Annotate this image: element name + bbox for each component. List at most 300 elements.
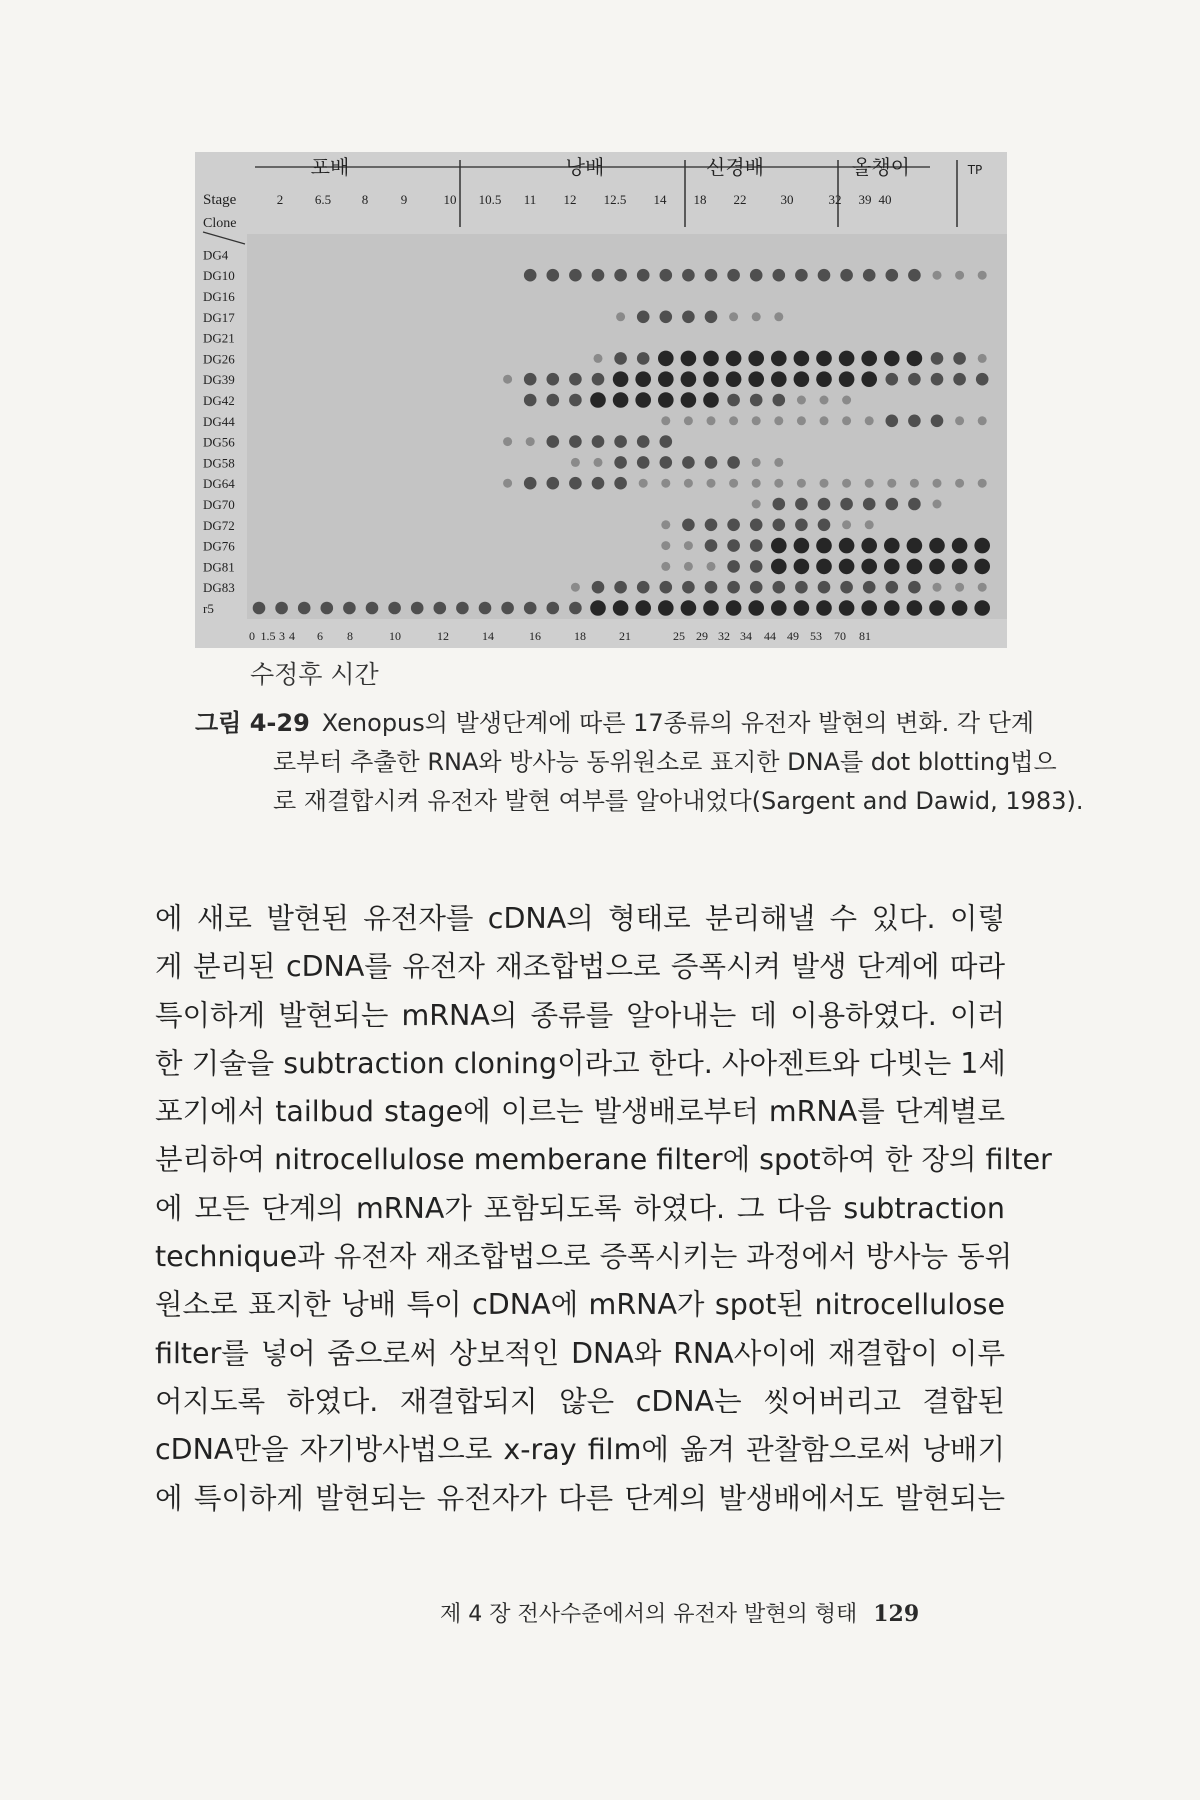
blot-dot	[771, 600, 787, 616]
blot-dot	[839, 559, 855, 575]
time-tick: 16	[529, 629, 541, 643]
blot-dot	[614, 456, 627, 469]
blot-dot	[818, 269, 831, 282]
blot-dot	[771, 538, 787, 554]
blot-dot	[865, 520, 874, 529]
blot-dot	[569, 269, 582, 282]
blot-dot	[907, 538, 923, 554]
body-line: 특이하게 발현되는 mRNA의 종류를 알아내는 데 이용하였다. 이러	[155, 998, 1005, 1032]
blot-dot	[886, 581, 899, 594]
blot-dot	[865, 479, 874, 488]
blot-dot	[978, 354, 987, 363]
blot-dot	[974, 559, 990, 575]
time-tick: 14	[482, 629, 494, 643]
blot-dot	[773, 498, 786, 511]
blot-dot	[908, 498, 921, 511]
clone-label-dg72: DG72	[203, 517, 235, 533]
blot-dot	[658, 351, 674, 367]
blot-dot	[771, 351, 787, 367]
blot-dot	[839, 351, 855, 367]
blot-dot	[547, 435, 560, 448]
stage-tick: 12	[563, 192, 577, 207]
blot-dot	[703, 351, 719, 367]
body-line: 에 새로 발현된 유전자를 cDNA의 형태로 분리해낼 수 있다. 이렇	[155, 902, 1005, 935]
blot-dot	[933, 271, 942, 280]
blot-dot	[795, 519, 808, 532]
blot-dot	[861, 600, 877, 616]
blot-dot	[661, 541, 670, 550]
blot-dot	[955, 583, 964, 592]
blot-dot	[571, 458, 580, 467]
blot-dot	[978, 479, 987, 488]
blot-dot	[501, 602, 514, 615]
blot-dot	[727, 394, 740, 407]
blot-dot	[929, 538, 945, 554]
clone-label-dg16: DG16	[203, 289, 235, 304]
blot-dot	[705, 456, 718, 469]
blot-dot	[681, 351, 697, 367]
blot-dot	[637, 456, 650, 469]
blot-dot	[818, 519, 831, 532]
time-tick: 70	[834, 629, 846, 643]
blot-dot	[637, 581, 650, 594]
time-tick: 0	[249, 629, 255, 643]
blot-dot	[590, 600, 606, 616]
blot-dot	[976, 373, 989, 386]
blot-dot	[797, 416, 806, 425]
time-axis-label: 수정후 시간	[250, 660, 379, 689]
body-line: 게 분리된 cDNA를 유전자 재조합법으로 증폭시켜 발생 단계에 따라	[155, 950, 1005, 984]
time-tick: 6	[317, 629, 323, 643]
blot-dot	[590, 392, 606, 408]
blot-dot	[594, 354, 603, 363]
time-tick: 34	[740, 629, 752, 643]
blot-dot	[974, 600, 990, 616]
blot-dot	[343, 602, 356, 615]
blot-dot	[794, 559, 810, 575]
blot-dot	[503, 479, 512, 488]
blot-dot	[707, 416, 716, 425]
blot-dot	[978, 271, 987, 280]
blot-dot	[752, 416, 761, 425]
blot-dot	[726, 351, 742, 367]
blot-dot	[752, 479, 761, 488]
clone-label-dg10: DG10	[203, 268, 235, 284]
time-tick: 8	[347, 629, 353, 643]
blot-dot	[637, 311, 650, 324]
page-footer	[440, 1597, 919, 1628]
blot-dot	[933, 479, 942, 488]
time-tick: 21	[619, 629, 631, 643]
time-tick: 1.5	[260, 629, 276, 643]
blot-dot	[750, 539, 763, 552]
clone-label-dg81: DG81	[203, 559, 235, 575]
blot-dot	[820, 416, 829, 425]
stage-tick: 40	[878, 192, 892, 207]
blot-dot	[816, 600, 832, 616]
blot-dot	[955, 416, 964, 425]
dot-blot-image	[195, 152, 1007, 648]
blot-dot	[705, 539, 718, 552]
blot-dot	[637, 435, 650, 448]
blot-dot	[411, 602, 424, 615]
blot-dot	[794, 538, 810, 554]
blot-dot	[908, 269, 921, 282]
blot-dot	[660, 269, 673, 282]
blot-dot	[771, 371, 787, 387]
blot-dot	[931, 352, 944, 365]
blot-dot	[639, 479, 648, 488]
blot-dot	[952, 559, 968, 575]
stage-tick: 32	[828, 192, 842, 207]
blot-dot	[729, 479, 738, 488]
blot-dot	[388, 602, 401, 615]
blot-dot	[660, 311, 673, 324]
blot-dot	[773, 581, 786, 594]
blot-dot	[682, 456, 695, 469]
blot-dot	[684, 479, 693, 488]
blot-dot	[818, 581, 831, 594]
caption-line-2: 로부터 추출한 RNA와 방사능 동위원소로 표지한 DNA를 dot blotting법으	[273, 748, 1057, 776]
blot-dot	[635, 371, 651, 387]
blot-dot	[842, 479, 851, 488]
blot-dot	[524, 269, 537, 282]
blot-dot	[750, 519, 763, 532]
blot-dot	[729, 312, 738, 321]
blot-dot	[705, 269, 718, 282]
phase-header: 올챙이	[852, 155, 910, 179]
blot-dot	[727, 269, 740, 282]
blot-dot	[614, 581, 627, 594]
blot-dot	[752, 500, 761, 509]
blot-dot	[797, 479, 806, 488]
blot-dot	[953, 352, 966, 365]
blot-dot	[908, 373, 921, 386]
blot-dot	[771, 559, 787, 575]
caption-line-3: 로 재결합시켜 유전자 발현 여부를 알아내었다(Sargent and Dawid, 1983).	[273, 787, 1084, 815]
blot-dot	[884, 559, 900, 575]
stage-tick: 22	[733, 192, 747, 207]
blot-dot	[658, 600, 674, 616]
blot-dot	[726, 371, 742, 387]
stage-tick: 8	[361, 192, 369, 207]
blot-dot	[592, 269, 605, 282]
blot-dot	[794, 351, 810, 367]
blot-dot	[727, 581, 740, 594]
blot-dot	[703, 600, 719, 616]
blot-dot	[773, 519, 786, 532]
blot-dot	[456, 602, 469, 615]
stage-tick: 12.5	[603, 192, 627, 207]
blot-dot	[816, 351, 832, 367]
clone-label-dg70: DG70	[203, 497, 235, 512]
blot-dot	[592, 373, 605, 386]
blot-dot	[705, 311, 718, 324]
blot-dot	[707, 562, 716, 571]
blot-dot	[842, 416, 851, 425]
blot-dot	[795, 498, 808, 511]
stage-label: Stage	[203, 192, 237, 208]
caption-line-1	[195, 704, 1035, 743]
clone-slash	[203, 232, 245, 244]
blot-dot	[727, 456, 740, 469]
blot-dot	[929, 559, 945, 575]
blot-dot	[526, 437, 535, 446]
blot-dot	[773, 394, 786, 407]
blot-dot	[547, 373, 560, 386]
blot-dot	[748, 351, 764, 367]
blot-dot	[569, 394, 582, 407]
figure-number: 그림 4-29	[195, 709, 310, 737]
blot-dot	[933, 500, 942, 509]
stage-tick: 11	[523, 192, 537, 207]
blot-dot	[524, 373, 537, 386]
blot-dot	[842, 396, 851, 405]
blot-dot	[952, 538, 968, 554]
blot-dot	[865, 416, 874, 425]
blot-dot	[907, 351, 923, 367]
blot-dot	[795, 269, 808, 282]
blot-dot	[952, 600, 968, 616]
blot-dot	[658, 371, 674, 387]
blot-dot	[614, 269, 627, 282]
clone-label-dg58: DG58	[203, 455, 235, 471]
blot-dot	[748, 600, 764, 616]
blot-dot	[861, 351, 877, 367]
time-tick: 53	[810, 629, 822, 643]
blot-dot	[614, 477, 627, 490]
blot-dot	[681, 600, 697, 616]
blot-dot	[524, 477, 537, 490]
blot-dot	[907, 559, 923, 575]
blot-dot	[953, 373, 966, 386]
blot-dot	[974, 538, 990, 554]
blot-dot	[863, 581, 876, 594]
blot-dot	[660, 581, 673, 594]
blot-dot	[842, 520, 851, 529]
blot-dot	[637, 352, 650, 365]
blot-dot	[503, 437, 512, 446]
body-line: 에 특이하게 발현되는 유전자가 다른 단계의 발생배에서도 발현되는	[155, 1481, 1005, 1515]
blot-dot	[840, 581, 853, 594]
blot-dot	[681, 392, 697, 408]
time-tick: 44	[764, 629, 776, 643]
blot-dot	[524, 394, 537, 407]
phase-header: TP	[967, 163, 983, 177]
clone-label-dg17: DG17	[203, 309, 235, 325]
blot-dot	[682, 311, 695, 324]
blot-dot	[750, 581, 763, 594]
blot-dot	[616, 312, 625, 321]
blot-dot	[727, 519, 740, 532]
blot-dot	[752, 458, 761, 467]
blot-dot	[929, 600, 945, 616]
blot-dot	[863, 498, 876, 511]
blot-dot	[774, 416, 783, 425]
blot-dot	[727, 539, 740, 552]
clone-label-dg56: DG56	[203, 434, 235, 450]
clone-label-dg21: DG21	[203, 330, 235, 346]
dot-blot-figure	[195, 152, 1007, 648]
blot-dot	[682, 581, 695, 594]
time-tick: 3	[279, 629, 285, 643]
blot-dot	[795, 581, 808, 594]
blot-dot	[931, 373, 944, 386]
clone-label-dg76: DG76	[203, 538, 235, 554]
blot-dot	[661, 416, 670, 425]
blot-dot	[840, 498, 853, 511]
blot-dot	[933, 583, 942, 592]
blot-dot	[839, 600, 855, 616]
time-tick: 32	[718, 629, 730, 643]
blot-dot	[661, 520, 670, 529]
blot-dot	[908, 415, 921, 428]
time-tick: 49	[787, 629, 799, 643]
blot-dot	[684, 562, 693, 571]
blot-dot	[908, 581, 921, 594]
blot-dot	[569, 602, 582, 615]
blot-dot	[682, 269, 695, 282]
blot-dot	[863, 269, 876, 282]
blot-dot	[547, 602, 560, 615]
blot-dot	[592, 581, 605, 594]
blot-dot	[955, 271, 964, 280]
stage-tick: 10.5	[478, 192, 502, 207]
blot-dot	[752, 312, 761, 321]
blot-dot	[613, 392, 629, 408]
clone-label-dg64: DG64	[203, 476, 235, 492]
body-line: filter를 넣어 줌으로써 상보적인 DNA와 RNA사이에 재결합이 이루	[155, 1336, 1005, 1370]
blot-dot	[748, 371, 764, 387]
time-tick: 12	[437, 629, 449, 643]
blot-dot	[614, 352, 627, 365]
blot-dot	[978, 416, 987, 425]
blot-dot	[978, 583, 987, 592]
blot-dot	[684, 416, 693, 425]
blot-dot	[794, 600, 810, 616]
phase-header: 포배	[310, 155, 350, 179]
stage-tick: 9	[400, 192, 408, 207]
stage-tick: 6.5	[314, 192, 332, 207]
page-number: 129	[873, 1601, 920, 1627]
blot-dot	[613, 600, 629, 616]
blot-dot	[661, 562, 670, 571]
blot-dot	[816, 371, 832, 387]
time-tick: 18	[574, 629, 586, 643]
blot-dot	[571, 583, 580, 592]
blot-dot	[547, 477, 560, 490]
blot-dot	[886, 498, 899, 511]
blot-dot	[253, 602, 266, 615]
stage-tick: 10	[443, 192, 457, 207]
blot-dot	[613, 371, 629, 387]
stage-tick: 14	[653, 192, 667, 207]
blot-dot	[727, 560, 740, 573]
blot-dot	[614, 435, 627, 448]
blot-dot	[861, 371, 877, 387]
blot-dot	[594, 458, 603, 467]
phase-header: 낭배	[565, 155, 605, 179]
blot-dot	[820, 479, 829, 488]
blot-dot	[750, 269, 763, 282]
blot-dot	[886, 415, 899, 428]
body-line: 원소로 표지한 낭배 특이 cDNA에 mRNA가 spot된 nitrocellulose	[155, 1288, 1005, 1322]
blot-dot	[635, 600, 651, 616]
blot-dot	[637, 269, 650, 282]
blot-dot	[839, 371, 855, 387]
blot-dot	[884, 351, 900, 367]
blot-dot	[684, 541, 693, 550]
body-line: 포기에서 tailbud stage에 이르는 발생배로부터 mRNA를 단계별로	[155, 1095, 1005, 1129]
blot-dot	[773, 269, 786, 282]
blot-dot	[592, 477, 605, 490]
body-text	[155, 895, 1052, 1523]
blot-dot	[705, 581, 718, 594]
time-tick: 25	[673, 629, 685, 643]
stage-tick: 18	[693, 192, 707, 207]
blot-dot	[886, 269, 899, 282]
blot-dot	[816, 559, 832, 575]
blot-dot	[569, 477, 582, 490]
blot-dot	[774, 312, 783, 321]
blot-dot	[569, 373, 582, 386]
blot-dot	[682, 519, 695, 532]
clone-label-dg4: DG4	[203, 247, 229, 263]
clone-label-dg42: DG42	[203, 393, 235, 408]
body-line: 한 기술을 subtraction cloning이라고 한다. 사아젠트와 다빗는 1세	[155, 1046, 1006, 1080]
body-line: cDNA만을 자기방사법으로 x-ray film에 옮겨 관찰함으로써 낭배기	[155, 1433, 1005, 1467]
time-tick: 4	[289, 629, 295, 643]
clone-label-r5: r5	[203, 601, 214, 616]
blot-dot	[592, 435, 605, 448]
blot-dot	[434, 602, 447, 615]
blot-dot	[886, 373, 899, 386]
clone-label-dg39: DG39	[203, 372, 235, 388]
blot-dot	[705, 519, 718, 532]
blot-dot	[861, 538, 877, 554]
blot-dot	[861, 559, 877, 575]
blot-dot	[635, 392, 651, 408]
blot-dot	[840, 269, 853, 282]
time-tick: 10	[389, 629, 401, 643]
blot-dot	[816, 538, 832, 554]
blot-dot	[658, 392, 674, 408]
blot-dot	[681, 371, 697, 387]
stage-tick: 30	[780, 192, 794, 207]
blot-dot	[955, 479, 964, 488]
body-line: 분리하여 nitrocellulose memberane filter에 spot하여 한 장의 filter	[155, 1143, 1052, 1177]
blot-dot	[839, 538, 855, 554]
blot-dot	[750, 560, 763, 573]
blot-dot	[729, 416, 738, 425]
figure-caption	[195, 704, 1084, 821]
blot-dot	[275, 602, 288, 615]
blot-dot	[366, 602, 379, 615]
chapter-title: 제 4 장 전사수준에서의 유전자 발현의 형태	[440, 1602, 858, 1627]
blot-dot	[660, 435, 673, 448]
blot-dot	[703, 371, 719, 387]
blot-dot	[703, 392, 719, 408]
blot-dot	[479, 602, 492, 615]
blot-dot	[884, 538, 900, 554]
blot-dot	[774, 458, 783, 467]
blot-dot	[547, 394, 560, 407]
phase-header: 신경배	[706, 155, 764, 179]
body-line: technique과 유전자 재조합법으로 증폭시키는 과정에서 방사능 동위	[155, 1240, 1013, 1274]
blot-dot	[321, 602, 334, 615]
blot-dot	[884, 600, 900, 616]
body-line: 에 모든 단계의 mRNA가 포함되도록 하였다. 그 다음 subtraction	[155, 1191, 1005, 1225]
